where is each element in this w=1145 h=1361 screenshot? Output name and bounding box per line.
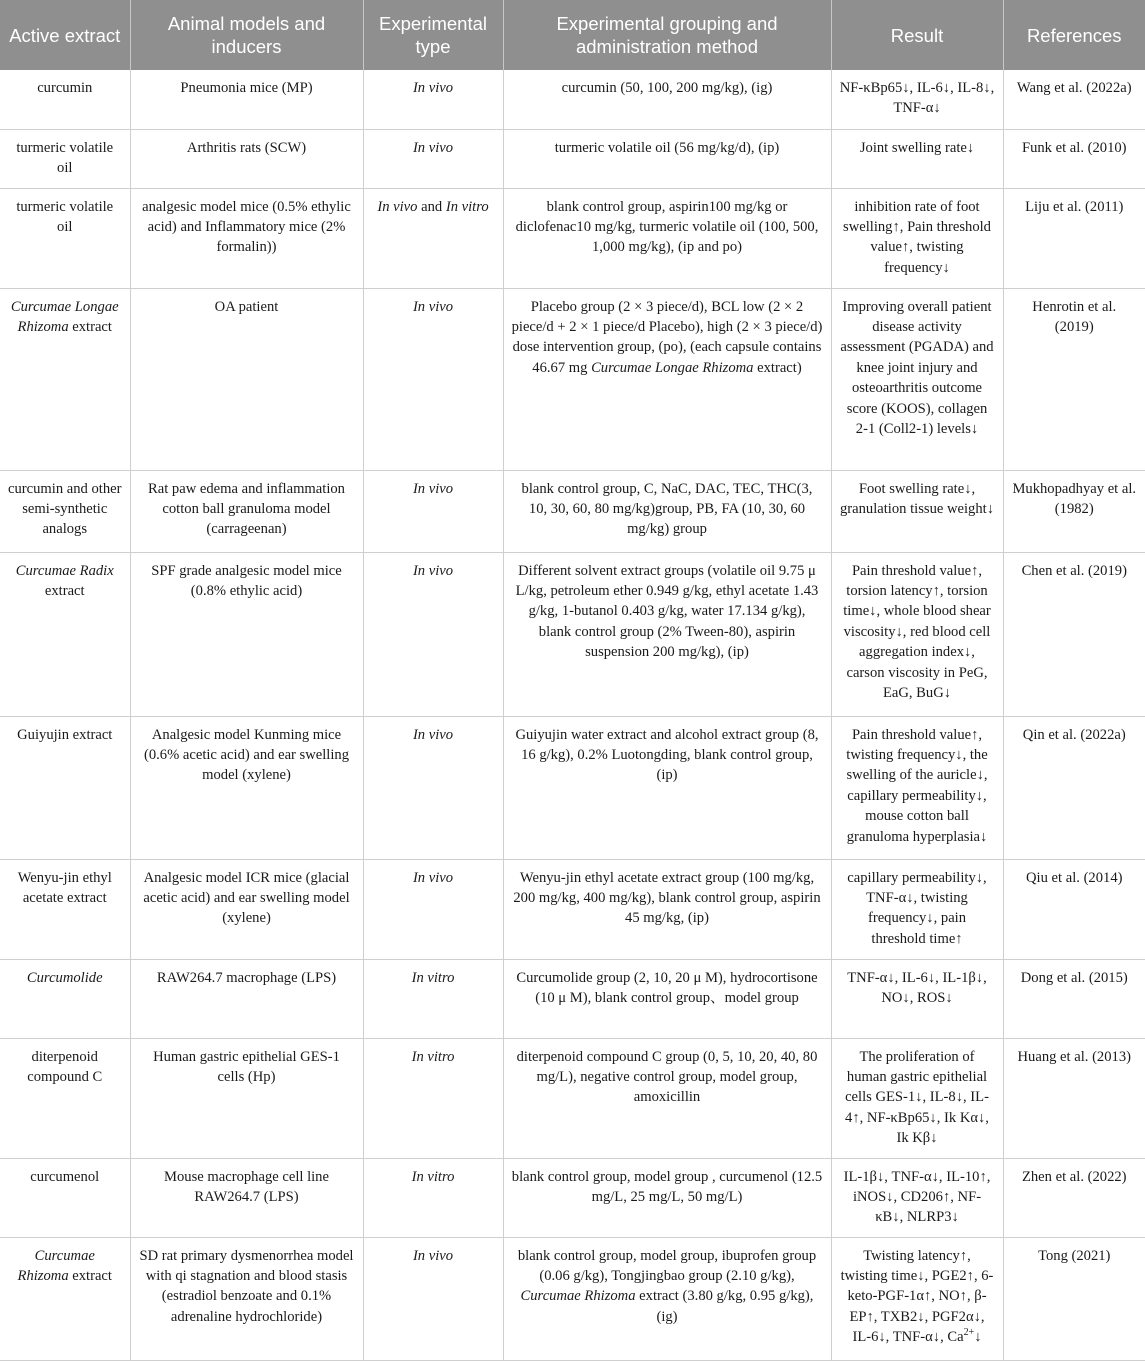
- result-text: Joint swelling rate↓: [859, 139, 975, 156]
- cell-grouping: [503, 70, 831, 129]
- cell-type: [363, 470, 503, 552]
- reference-text: Liju et al. (2011): [1025, 198, 1124, 215]
- model-text: Mouse macrophage cell line RAW264.7 (LPS): [164, 1168, 329, 1205]
- type-text: In vitro: [411, 1168, 455, 1185]
- result-text: inhibition rate of foot swelling↑, Pain threshold value↑, twisting frequency↓: [843, 198, 991, 276]
- model-text: SPF grade analgesic model mice (0.8% ethylic acid): [151, 562, 342, 599]
- cell-type: [363, 70, 503, 129]
- cell-type: [363, 1158, 503, 1237]
- cell-model: [130, 1038, 363, 1158]
- cell-grouping: [503, 188, 831, 288]
- grouping-text: blank control group, model group , curcumenol (12.5 mg/L, 25 mg/L, 50 mg/L): [511, 1168, 823, 1205]
- cell-grouping: [503, 959, 831, 1038]
- grouping-text: blank control group, aspirin100 mg/kg or diclofenac10 mg/kg, turmeric volatile oil (100, 500, 1,000 mg/kg), (ip and po): [515, 198, 819, 256]
- cell-model: [130, 288, 363, 470]
- header-experimental-type: Experimental type: [363, 0, 503, 70]
- result-superscript: 2+: [963, 1327, 975, 1339]
- cell-result: [831, 859, 1003, 959]
- cell-type: [363, 288, 503, 470]
- table-row: [0, 70, 1145, 129]
- reference-text: Mukhopadhyay et al. (1982): [1012, 480, 1137, 517]
- type-text: In vivo: [412, 480, 454, 497]
- result-text: TNF-α↓, IL-6↓, IL-1β↓, NO↓, ROS↓: [847, 969, 987, 1006]
- result-text: Foot swelling rate↓, granulation tissue weight↓: [839, 480, 995, 517]
- cell-reference: [1003, 288, 1145, 470]
- cell-model: [130, 959, 363, 1038]
- grouping-text: Curcumolide group (2, 10, 20 μ M), hydrocortisone (10 μ M), blank control group、model group: [516, 969, 818, 1006]
- result-text: capillary permeability↓, TNF-α↓, twisting frequency↓, pain threshold time↑: [847, 869, 987, 947]
- cell-type: [363, 129, 503, 188]
- cell-result: [831, 288, 1003, 470]
- grouping-text: Guiyujin water extract and alcohol extract group (8, 16 g/kg), 0.2% Luotongding, blank control group, (ip): [515, 726, 819, 784]
- cell-reference: [1003, 1158, 1145, 1237]
- table-row: [0, 1158, 1145, 1237]
- cell-grouping: [503, 1237, 831, 1360]
- table-row: [0, 859, 1145, 959]
- reference-text: Wang et al. (2022a): [1016, 80, 1132, 96]
- result-text: NF-κBp65↓, IL-6↓, IL-8↓, TNF-α↓: [839, 80, 995, 117]
- reference-text: Zhen et al. (2022): [1021, 1168, 1127, 1185]
- cell-grouping: [503, 716, 831, 859]
- model-text: Arthritis rats (SCW): [186, 139, 307, 156]
- cell-extract: [0, 288, 130, 470]
- extract-italic-text: Curcumolide: [26, 969, 103, 986]
- type-text: In vivo: [412, 1247, 454, 1264]
- grouping-italic-text: Curcumae Rhizoma: [520, 1288, 636, 1305]
- cell-model: [130, 716, 363, 859]
- grouping-text: Different solvent extract groups (volatile oil 9.75 μ L/kg, petroleum ether 0.949 g/kg, ethyl acetate 1.43 g/kg, 1-butanol 0.403 g/kg, water 17.134 g/kg), blank control group (2% Tween-80), aspirin suspension 200 mg/kg), (ip): [515, 562, 819, 661]
- cell-grouping: [503, 1158, 831, 1237]
- model-text: RAW264.7 macrophage (LPS): [156, 969, 337, 986]
- cell-reference: [1003, 470, 1145, 552]
- cell-model: [130, 859, 363, 959]
- cell-extract: [0, 959, 130, 1038]
- table-row: [0, 716, 1145, 859]
- cell-extract: [0, 1237, 130, 1360]
- cell-extract: [0, 70, 130, 129]
- cell-extract: [0, 1038, 130, 1158]
- extract-text: turmeric volatile oil: [16, 139, 114, 176]
- cell-type: [363, 859, 503, 959]
- cell-result: [831, 552, 1003, 716]
- cell-result: [831, 716, 1003, 859]
- cell-type: [363, 959, 503, 1038]
- result-text: Twisting latency↑, twisting time↓, PGE2↑, 6-keto-PGF-1α↑, NO↑, β-EP↑, TXB2↓, PGF2α↓, IL-6↓, TNF-α↓, Ca: [840, 1247, 994, 1346]
- header-result: Result: [831, 0, 1003, 70]
- table-row: [0, 470, 1145, 552]
- cell-type: [363, 188, 503, 288]
- table-row: [0, 1237, 1145, 1360]
- extract-text: turmeric volatile oil: [16, 198, 114, 235]
- type-second-text: In vitro: [445, 198, 489, 215]
- result-text: Pain threshold value↑, twisting frequency↓, the swelling of the auricle↓, capillary permeability↓, mouse cotton ball granuloma hyperplasia↓: [846, 726, 988, 845]
- cell-extract: [0, 859, 130, 959]
- model-text: Human gastric epithelial GES-1 cells (Hp): [153, 1048, 340, 1085]
- grouping-text: blank control group, model group, ibuprofen group (0.06 g/kg), Tongjingbao group (2.10 g/kg),: [517, 1247, 817, 1284]
- cell-extract: [0, 470, 130, 552]
- cell-grouping: [503, 129, 831, 188]
- extract-italic-text: Curcumae Radix: [15, 562, 114, 579]
- cell-result: [831, 470, 1003, 552]
- model-text: OA patient: [214, 298, 279, 315]
- model-text: SD rat primary dysmenorrhea model with qi stagnation and blood stasis (estradiol benzoate and 0.1% adrenaline hydrochloride): [139, 1247, 354, 1325]
- extract-suffix-text: extract: [68, 1267, 112, 1284]
- type-text: In vitro: [411, 1048, 455, 1065]
- table-row: [0, 1038, 1145, 1158]
- cell-grouping: [503, 288, 831, 470]
- reference-text: Funk et al. (2010): [1021, 139, 1127, 156]
- result-end-text: ↓: [974, 1329, 982, 1346]
- extract-text: curcumenol: [30, 1168, 100, 1185]
- extract-text: curcumin and other semi-synthetic analogs: [8, 480, 122, 538]
- type-text: In vivo: [412, 869, 454, 886]
- extract-text: Wenyu-jin ethyl acetate extract: [17, 869, 112, 906]
- table-row: [0, 959, 1145, 1038]
- cell-model: [130, 1237, 363, 1360]
- cell-result: [831, 70, 1003, 129]
- model-text: Analgesic model Kunming mice (0.6% acetic acid) and ear swelling model (xylene): [143, 726, 350, 784]
- extract-suffix-text: extract: [68, 318, 112, 335]
- reference-text: Henrotin et al. (2019): [1032, 298, 1117, 335]
- extract-text: Guiyujin extract: [17, 726, 113, 743]
- cell-model: [130, 1158, 363, 1237]
- grouping-text: blank control group, C, NaC, DAC, TEC, THC(3, 10, 30, 60, 80 mg/kg)group, PB, FA (10, 30, 60 mg/kg) group: [521, 480, 813, 538]
- table-row: [0, 188, 1145, 288]
- grouping-text: Placebo group (2 × 3 piece/d), BCL low (2 × 2 piece/d + 2 × 1 piece/d Placebo), high (2 × 3 piece/d) dose intervention group, (po), (each capsule contains 46.67 mg: [511, 298, 823, 376]
- cell-reference: [1003, 1237, 1145, 1360]
- cell-extract: [0, 129, 130, 188]
- cell-result: [831, 959, 1003, 1038]
- extract-text: curcumin: [37, 80, 93, 96]
- extract-italic-text: Curcumae Longae Rhizoma: [10, 298, 119, 335]
- header-animal-models: Animal models and inducers: [130, 0, 363, 70]
- model-text: Pneumonia mice (MP): [180, 80, 313, 96]
- cell-model: [130, 470, 363, 552]
- reference-text: Chen et al. (2019): [1021, 562, 1127, 579]
- table-row: [0, 129, 1145, 188]
- cell-model: [130, 70, 363, 129]
- cell-extract: [0, 1158, 130, 1237]
- cell-reference: [1003, 552, 1145, 716]
- cell-grouping: [503, 859, 831, 959]
- grouping-suffix-text: extract): [753, 359, 802, 376]
- cell-reference: [1003, 188, 1145, 288]
- table-row: [0, 288, 1145, 470]
- model-text: analgesic model mice (0.5% ethylic acid) and Inflammatory mice (2% formalin)): [142, 198, 351, 256]
- type-text: In vivo: [412, 80, 454, 96]
- cell-result: [831, 1038, 1003, 1158]
- cell-type: [363, 1038, 503, 1158]
- reference-text: Dong et al. (2015): [1020, 969, 1128, 986]
- cell-grouping: [503, 1038, 831, 1158]
- grouping-italic-text: Curcumae Longae Rhizoma: [591, 359, 754, 376]
- cell-extract: [0, 716, 130, 859]
- cell-result: [831, 1237, 1003, 1360]
- grouping-text: turmeric volatile oil (56 mg/kg/d), (ip): [554, 139, 780, 156]
- cell-result: [831, 129, 1003, 188]
- grouping-text: curcumin (50, 100, 200 mg/kg), (ig): [561, 80, 773, 96]
- grouping-suffix-text: extract (3.80 g/kg, 0.95 g/kg), (ig): [635, 1288, 814, 1325]
- cell-extract: [0, 552, 130, 716]
- reference-text: Qin et al. (2022a): [1022, 726, 1126, 743]
- reference-text: Huang et al. (2013): [1017, 1048, 1131, 1065]
- cell-type: [363, 716, 503, 859]
- header-row: [0, 0, 1145, 70]
- extract-suffix-text: extract: [44, 582, 85, 599]
- cell-result: [831, 1158, 1003, 1237]
- type-text: In vitro: [411, 969, 455, 986]
- cell-extract: [0, 188, 130, 288]
- model-text: Rat paw edema and inflammation cotton ball granuloma model (carrageenan): [148, 480, 345, 538]
- type-connector-text: and: [417, 198, 446, 215]
- cell-model: [130, 188, 363, 288]
- reference-text: Qiu et al. (2014): [1026, 869, 1123, 886]
- cell-reference: [1003, 129, 1145, 188]
- table-row: [0, 552, 1145, 716]
- type-text: In vivo: [412, 139, 454, 156]
- cell-reference: [1003, 1038, 1145, 1158]
- reference-text: Tong (2021): [1038, 1247, 1111, 1264]
- model-text: Analgesic model ICR mice (glacial acetic acid) and ear swelling model (xylene): [143, 869, 350, 927]
- cell-reference: [1003, 716, 1145, 859]
- type-text: In vivo: [377, 198, 418, 215]
- extract-text: diterpenoid compound C: [27, 1048, 103, 1085]
- cell-reference: [1003, 859, 1145, 959]
- grouping-text: Wenyu-jin ethyl acetate extract group (100 mg/kg, 200 mg/kg, 400 mg/kg), blank control group, aspirin 45 mg/kg, (ip): [513, 869, 821, 927]
- cell-model: [130, 129, 363, 188]
- cell-model: [130, 552, 363, 716]
- header-references: References: [1003, 0, 1145, 70]
- table-body: [0, 70, 1145, 1360]
- cell-reference: [1003, 70, 1145, 129]
- extract-italic-text: Curcumae Rhizoma: [17, 1247, 95, 1284]
- cell-type: [363, 1237, 503, 1360]
- cell-reference: [1003, 959, 1145, 1038]
- header-active-extract: Active extract: [0, 0, 130, 70]
- result-text: Pain threshold value↑, torsion latency↑, torsion time↓, whole blood shear viscosity↓, red blood cell aggregation index↓, carson viscosity in PeG, EaG, BuG↓: [843, 562, 991, 701]
- result-text: IL-1β↓, TNF-α↓, IL-10↑, iNOS↓, CD206↑, NF-κB↓, NLRP3↓: [843, 1168, 991, 1226]
- cell-grouping: [503, 552, 831, 716]
- result-text: Improving overall patient disease activity assessment (PGADA) and knee joint injury and osteoarthritis outcome score (KOOS), collagen 2-1 (Coll2-1) levels↓: [840, 298, 994, 437]
- header-grouping: Experimental grouping and administration method: [503, 0, 831, 70]
- type-text: In vivo: [412, 298, 454, 315]
- type-text: In vivo: [412, 562, 454, 579]
- cell-grouping: [503, 470, 831, 552]
- grouping-text: diterpenoid compound C group (0, 5, 10, 20, 40, 80 mg/L), negative control group, model group, amoxicillin: [516, 1048, 818, 1106]
- type-text: In vivo: [412, 726, 454, 743]
- cell-type: [363, 552, 503, 716]
- cell-result: [831, 188, 1003, 288]
- result-text: The proliferation of human gastric epithelial cells GES-1↓, IL-8↓, IL-4↑, NF-κBp65↓, Ik Kα↓, Ik Kβ↓: [845, 1048, 989, 1147]
